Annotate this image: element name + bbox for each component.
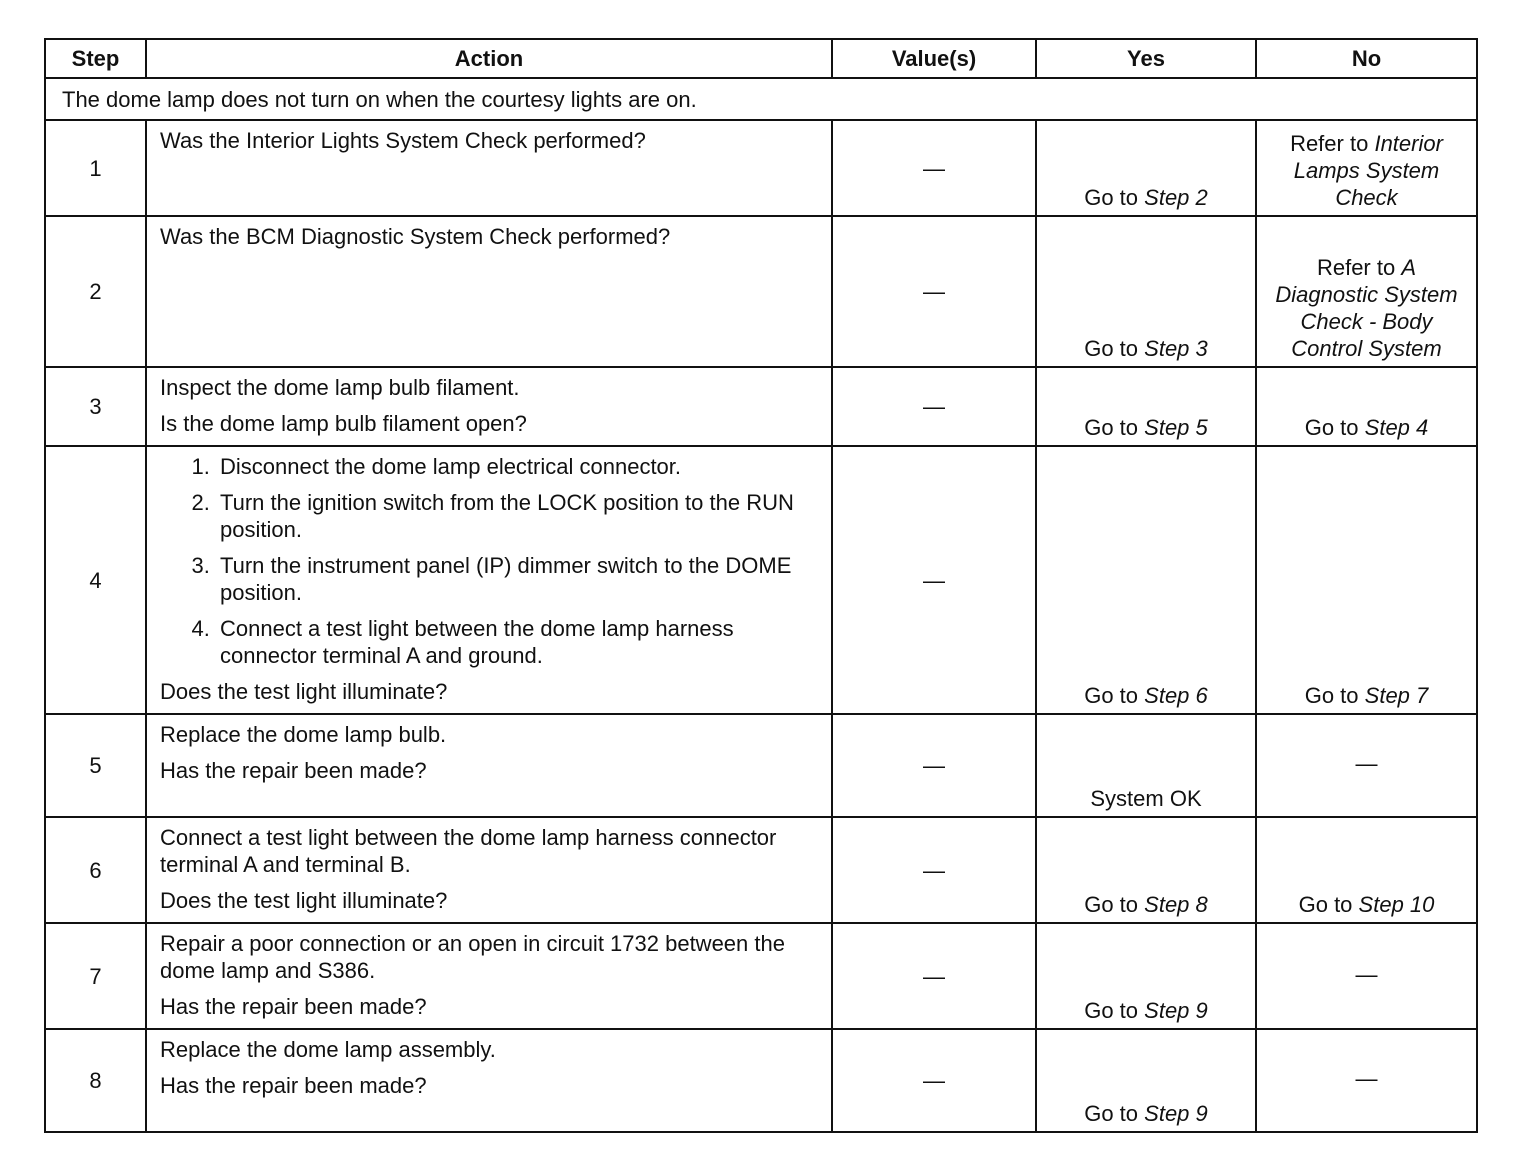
intro-text: The dome lamp does not turn on when the courtesy lights are on.: [45, 78, 1477, 120]
yes-step-ref: Step 6: [1144, 683, 1208, 708]
yes-cell: [1036, 923, 1256, 1029]
value-cell: —: [832, 817, 1036, 923]
action-question: Has the repair been made?: [160, 994, 427, 1019]
table-row: [45, 817, 1477, 923]
step-number: 1: [45, 120, 146, 216]
yes-cell: [1036, 216, 1256, 367]
table-row: [45, 446, 1477, 714]
action-question: Does the test light illuminate?: [160, 888, 448, 913]
no-reference: [1272, 254, 1462, 362]
diagnostic-table: [44, 38, 1478, 1133]
go-to-label: Go to: [1298, 892, 1353, 917]
substep: 2. Turn the ignition switch from the LOCK position to the RUN position.: [216, 489, 821, 543]
step-number: 8: [45, 1029, 146, 1132]
no-cell: —: [1256, 714, 1477, 817]
step-number: 6: [45, 817, 146, 923]
action-cell: [146, 367, 832, 446]
yes-step-ref: Step 3: [1144, 336, 1208, 361]
no-step-ref: Step 10: [1358, 892, 1435, 917]
action-text: Replace the dome lamp bulb.: [160, 722, 447, 747]
go-to-label: Go to: [1084, 1101, 1139, 1126]
value-cell: —: [832, 923, 1036, 1029]
yes-step-ref: Step 2: [1144, 185, 1208, 210]
step-number: 2: [45, 216, 146, 367]
substep: 3. Turn the instrument panel (IP) dimmer switch to the DOME position.: [216, 552, 821, 606]
no-cell: [1256, 120, 1477, 216]
substep: 4. Connect a test light between the dome lamp harness connector terminal A and ground.: [216, 615, 821, 669]
no-step-ref: Step 4: [1364, 415, 1429, 440]
yes-cell: [1036, 1029, 1256, 1132]
action-text: Replace the dome lamp assembly.: [160, 1037, 496, 1062]
yes-step-ref: Step 9: [1144, 998, 1208, 1023]
action-question: Has the repair been made?: [160, 1073, 427, 1098]
value-cell: —: [832, 367, 1036, 446]
no-cell: —: [1256, 1029, 1477, 1132]
yes-step-ref: Step 5: [1144, 415, 1208, 440]
action-cell: [146, 1029, 832, 1132]
go-to-label: Go to: [1304, 415, 1359, 440]
action-cell: [146, 446, 832, 714]
header-yes: Yes: [1036, 39, 1256, 78]
no-ref-title: A Diagnostic System Check - Body Control System: [1275, 255, 1458, 361]
intro-row: [45, 78, 1477, 120]
header-no: No: [1256, 39, 1477, 78]
substep: 1. Disconnect the dome lamp electrical connector.: [216, 453, 821, 480]
action-cell: [146, 120, 832, 216]
refer-to-label: Refer to: [1316, 255, 1396, 280]
go-to-label: Go to: [1304, 683, 1359, 708]
yes-cell: [1036, 367, 1256, 446]
table-row: [45, 1029, 1477, 1132]
no-cell: [1256, 446, 1477, 714]
go-to-label: Go to: [1084, 892, 1139, 917]
yes-cell: System OK: [1036, 714, 1256, 817]
table-row: [45, 216, 1477, 367]
action-question: Has the repair been made?: [160, 758, 427, 783]
action-cell: [146, 817, 832, 923]
table-row: [45, 120, 1477, 216]
step-number: 7: [45, 923, 146, 1029]
no-step-ref: Step 7: [1364, 683, 1429, 708]
go-to-label: Go to: [1084, 185, 1139, 210]
action-cell: [146, 714, 832, 817]
refer-to-label: Refer to: [1290, 131, 1369, 156]
table-row: [45, 923, 1477, 1029]
no-ref-title: Interior Lamps System Check: [1293, 131, 1443, 210]
value-cell: —: [832, 216, 1036, 367]
no-cell: [1256, 817, 1477, 923]
no-reference: [1267, 130, 1467, 211]
step-number: 3: [45, 367, 146, 446]
no-cell: —: [1256, 923, 1477, 1029]
action-cell: [146, 216, 832, 367]
go-to-label: Go to: [1084, 415, 1139, 440]
action-text: Was the BCM Diagnostic System Check performed?: [160, 224, 671, 249]
header-step: Step: [45, 39, 146, 78]
step-number: 5: [45, 714, 146, 817]
action-text: Connect a test light between the dome lamp harness connector terminal A and terminal B.: [160, 825, 777, 877]
action-cell: [146, 923, 832, 1029]
value-cell: —: [832, 120, 1036, 216]
action-question: Does the test light illuminate?: [160, 679, 448, 704]
value-cell: —: [832, 714, 1036, 817]
table-row: [45, 367, 1477, 446]
value-cell: —: [832, 1029, 1036, 1132]
action-question: Is the dome lamp bulb filament open?: [160, 411, 527, 436]
go-to-label: Go to: [1084, 683, 1139, 708]
header-action: Action: [146, 39, 832, 78]
yes-cell: [1036, 817, 1256, 923]
action-text: Repair a poor connection or an open in circuit 1732 between the dome lamp and S386.: [160, 931, 785, 983]
no-cell: [1256, 216, 1477, 367]
header-row: [45, 39, 1477, 78]
go-to-label: Go to: [1084, 336, 1139, 361]
no-cell: [1256, 367, 1477, 446]
substep-list: [160, 453, 821, 669]
yes-step-ref: Step 8: [1144, 892, 1208, 917]
yes-cell: [1036, 120, 1256, 216]
action-text: Inspect the dome lamp bulb filament.: [160, 375, 520, 400]
step-number: 4: [45, 446, 146, 714]
yes-step-ref: Step 9: [1144, 1101, 1208, 1126]
yes-cell: [1036, 446, 1256, 714]
table-row: [45, 714, 1477, 817]
go-to-label: Go to: [1084, 998, 1139, 1023]
action-text: Was the Interior Lights System Check performed?: [160, 128, 646, 153]
value-cell: —: [832, 446, 1036, 714]
header-values: Value(s): [832, 39, 1036, 78]
